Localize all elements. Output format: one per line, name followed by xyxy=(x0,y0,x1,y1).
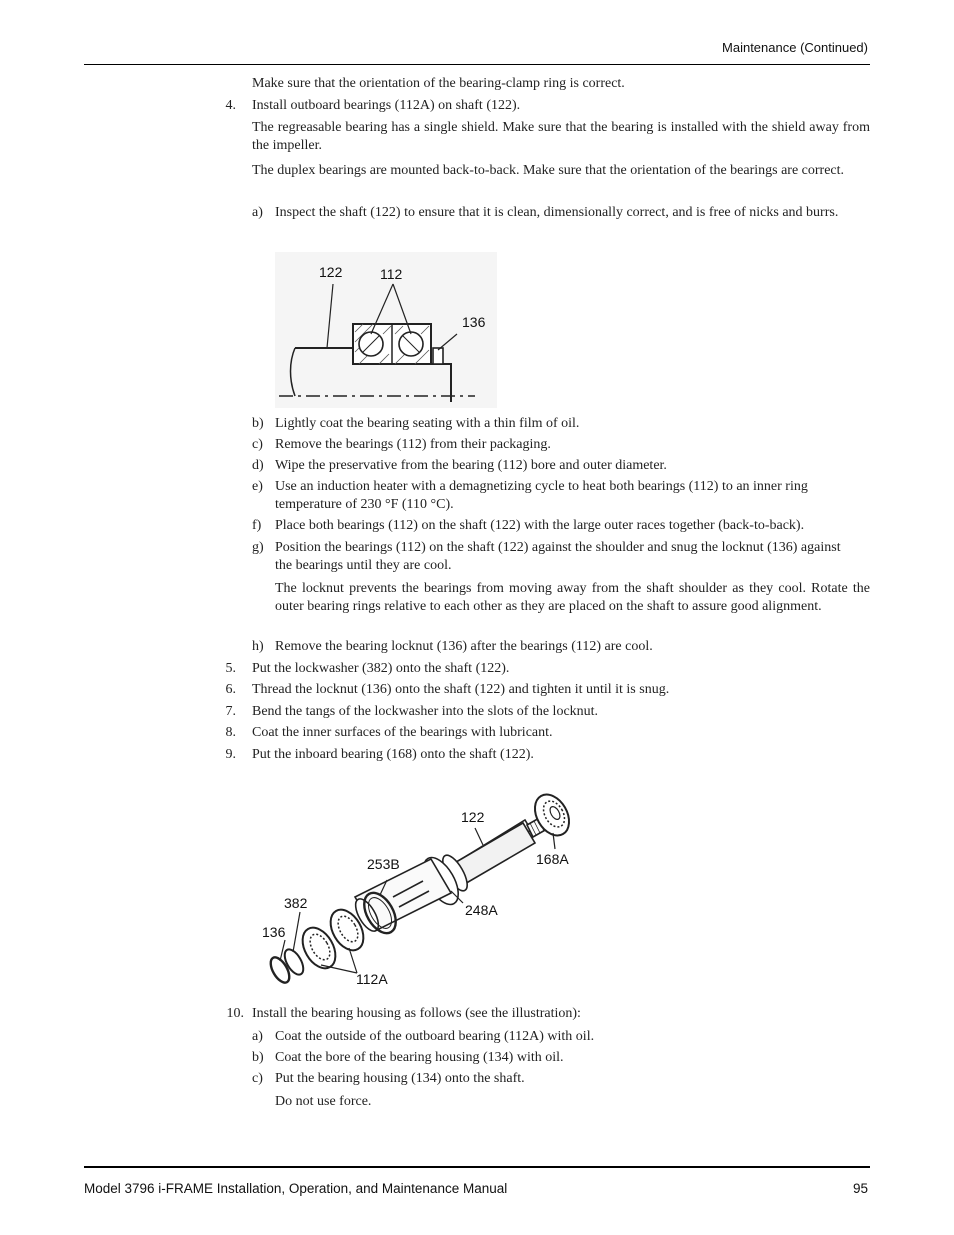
step-6-number: 6. xyxy=(225,682,236,697)
step-4e-text: Use an induction heater with a demagnetizing cycle to heat both bearings (112) to an inner ring temperature of 230 °F (110 °C). xyxy=(275,479,808,512)
step-4-note-duplex: The duplex bearings are mounted back-to-back. Make sure that the orientation of the bearings are correct. xyxy=(252,163,845,178)
step-4h-letter: h) xyxy=(252,639,264,654)
fig2-label-locknut: 136 xyxy=(262,924,286,940)
step-5-number: 5. xyxy=(225,661,236,676)
step-4a-letter: a) xyxy=(252,205,263,220)
step-4b-letter: b) xyxy=(252,416,264,431)
fig2-label-inboard-bearing: 168A xyxy=(536,851,569,867)
fig1-label-locknut: 136 xyxy=(462,314,486,330)
step-4-number: 4. xyxy=(225,98,236,113)
running-header: Maintenance (Continued) xyxy=(722,40,868,55)
step-5-text: Put the lockwasher (382) onto the shaft (122). xyxy=(252,661,510,676)
step-10a-text: Coat the outside of the outboard bearing (112A) with oil. xyxy=(275,1029,595,1044)
step-10b-text: Coat the bore of the bearing housing (134) with oil. xyxy=(275,1050,564,1065)
page-number: 95 xyxy=(852,1181,868,1196)
step-4g-letter: g) xyxy=(252,540,264,555)
step-4e-letter: e) xyxy=(252,479,263,494)
fig2-label-shoulder: 248A xyxy=(465,902,498,918)
step-10c-note: Do not use force. xyxy=(275,1094,372,1109)
step-4g-note: The locknut prevents the bearings from moving away from the shaft shoulder as they cool. Rotate the outer bearing rings relative to each other as they are placed on the shaft to assure good alignment. xyxy=(275,581,870,614)
step-4-note-shield: The regreasable bearing has a single shield. Make sure that the bearing is installed with the shield away from the impeller. xyxy=(252,120,870,153)
step-7-number: 7. xyxy=(225,704,236,719)
step-4d-letter: d) xyxy=(252,458,264,473)
step-10-text: Install the bearing housing as follows (see the illustration): xyxy=(252,1006,581,1021)
footer-manual-title: Model 3796 i-FRAME Installation, Operation, and Maintenance Manual xyxy=(84,1181,508,1196)
step-10c-letter: c) xyxy=(252,1071,263,1086)
step-10b-letter: b) xyxy=(252,1050,264,1065)
step-8-text: Coat the inner surfaces of the bearings with lubricant. xyxy=(252,725,553,740)
step-4g-text: Position the bearings (112) on the shaft (122) against the shoulder and snug the locknut (136) against the bearings until they are cool. xyxy=(275,540,841,573)
step-9-text: Put the inboard bearing (168) onto the shaft (122). xyxy=(252,747,534,762)
fig2-label-ring: 253B xyxy=(367,856,400,872)
fig1-label-shaft: 122 xyxy=(319,264,343,280)
step-7-text: Bend the tangs of the lockwasher into the slots of the locknut. xyxy=(252,704,599,719)
step-4h-text: Remove the bearing locknut (136) after the bearings (112) are cool. xyxy=(275,639,653,654)
step-4c-letter: c) xyxy=(252,437,263,452)
header-rule xyxy=(84,64,870,65)
step-4a-text: Inspect the shaft (122) to ensure that it is clean, dimensionally correct, and is free of nicks and burrs. xyxy=(275,205,839,220)
intro-paragraph: Make sure that the orientation of the bearing-clamp ring is correct. xyxy=(252,76,625,91)
fig2-label-shaft: 122 xyxy=(461,809,485,825)
figure-duplex-bearings xyxy=(275,252,497,408)
step-9-number: 9. xyxy=(225,747,236,762)
step-4f-letter: f) xyxy=(252,518,262,533)
step-4d-text: Wipe the preservative from the bearing (112) bore and outer diameter. xyxy=(275,458,667,473)
step-4b-text: Lightly coat the bearing seating with a thin film of oil. xyxy=(275,416,580,431)
step-10-number: 10. xyxy=(226,1006,244,1021)
step-8-number: 8. xyxy=(225,725,236,740)
fig2-label-lockwasher: 382 xyxy=(284,895,308,911)
fig2-label-outboard-bearings: 112A xyxy=(356,971,388,987)
step-6-text: Thread the locknut (136) onto the shaft (122) and tighten it until it is snug. xyxy=(252,682,670,697)
step-4c-text: Remove the bearings (112) from their packaging. xyxy=(275,437,551,452)
step-10c-text: Put the bearing housing (134) onto the shaft. xyxy=(275,1071,525,1086)
footer-rule xyxy=(84,1166,870,1168)
step-10a-letter: a) xyxy=(252,1029,263,1044)
step-4f-text: Place both bearings (112) on the shaft (122) with the large outer races together (back-to-back). xyxy=(275,518,805,533)
figure-exploded-shaft-assembly xyxy=(255,785,585,997)
step-4-text: Install outboard bearings (112A) on shaft (122). xyxy=(252,98,521,113)
fig1-label-bearings: 112 xyxy=(380,266,403,282)
